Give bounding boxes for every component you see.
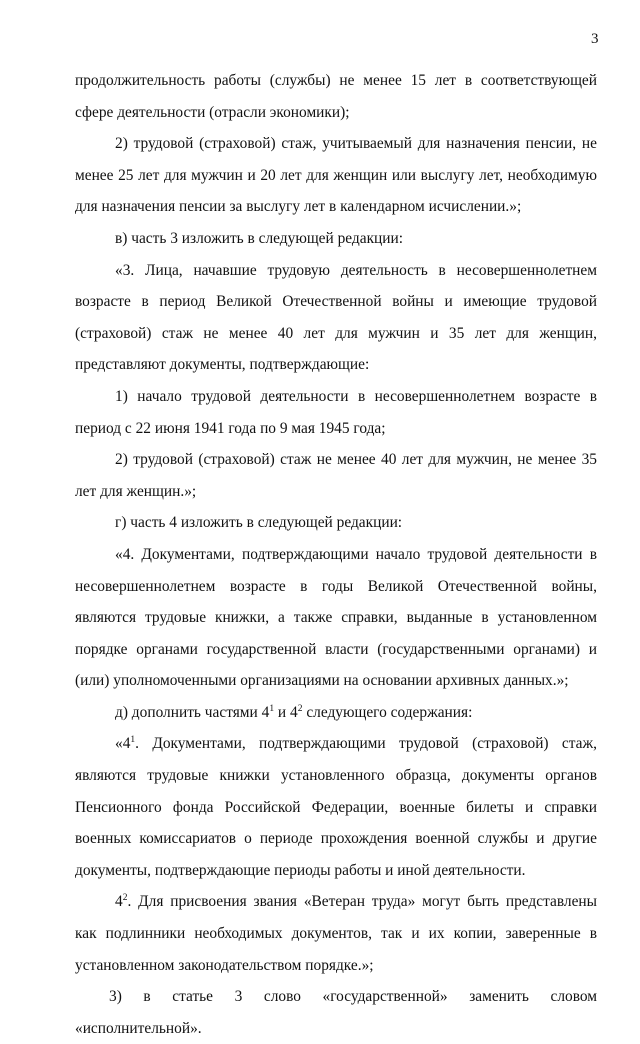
paragraph-11-text-b: . Для присвоения звания «Ветеран труда» могут быть представлены как подлинники необходимых документов, так и их копии, заверенные в установленном законодательством порядке.»; xyxy=(75,893,597,974)
paragraph-12: 3) в статье 3 слово «государственной» заменить словом «исполнительной». xyxy=(75,988,597,1037)
paragraph-6: 2) трудовой (страховой) стаж не менее 40 лет для мужчин, не менее 35 лет для женщин.»; xyxy=(75,451,597,500)
paragraph-11 xyxy=(75,886,597,981)
superscript: 1 xyxy=(130,735,136,746)
paragraph-9-text-c: следующего содержания: xyxy=(302,703,473,721)
paragraph-5: 1) начало трудовой деятельности в несовершеннолетнем возрасте в период с 22 июня 1941 года по 9 мая 1945 года; xyxy=(75,387,597,437)
paragraph-9-text-a: д) дополнить частями 4 xyxy=(115,703,270,721)
paragraph-8: «4. Документами, подтверждающими начало трудовой деятельности в несовершеннолетнем возрасте в годы Великой Отечественной войны, являются трудовые книжки, а также справки, выданные в установленном порядке органами государственной власти (государственными органами) и (или) уполномоченными организациями на основании архивных данных.»; xyxy=(75,545,597,690)
paragraph-10-text-b: . Документами, подтверждающими трудовой (страховой) стаж, являются трудовые книжки установленного образца, документы органов Пенсионного фонда Российской Федерации, военные билеты и справки военных комиссариатов о периоде прохождения военной службы и другие документы, подтверждающие периоды работы и иной деятельности. xyxy=(75,735,597,879)
superscript: 2 xyxy=(297,703,303,714)
paragraph-9-text-b: и 4 xyxy=(274,703,298,721)
paragraph-1: продолжительность работы (службы) не менее 15 лет в соответствующей сфере деятельности (отрасли экономики); xyxy=(75,72,597,121)
paragraph-9 xyxy=(75,697,597,729)
paragraph-10 xyxy=(75,728,597,886)
paragraph-3: в) часть 3 изложить в следующей редакции: xyxy=(115,229,404,247)
paragraph-10-text-a: «4 xyxy=(115,735,131,753)
paragraph-11-text-a: 4 xyxy=(115,893,123,911)
superscript: 1 xyxy=(269,703,275,714)
paragraph-7: г) часть 4 изложить в следующей редакции: xyxy=(115,514,403,532)
paragraph-2: 2) трудовой (страховой) стаж, учитываемый для назначения пенсии, не менее 25 лет для мужчин и 20 лет для женщин или выслугу лет, необходимую для назначения пенсии за выслугу лет в календарном исчислении.»; xyxy=(75,135,597,216)
paragraph-4: «3. Лица, начавшие трудовую деятельность в несовершеннолетнем возрасте в период Великой Отечественной войны и имеющие трудовой (страховой) стаж не менее 40 лет для мужчин и 35 лет для женщин, представляют документы, подтверждающие: xyxy=(75,261,597,374)
page-number: 3 xyxy=(591,31,599,47)
document-body xyxy=(75,65,597,1044)
superscript: 2 xyxy=(122,893,128,904)
